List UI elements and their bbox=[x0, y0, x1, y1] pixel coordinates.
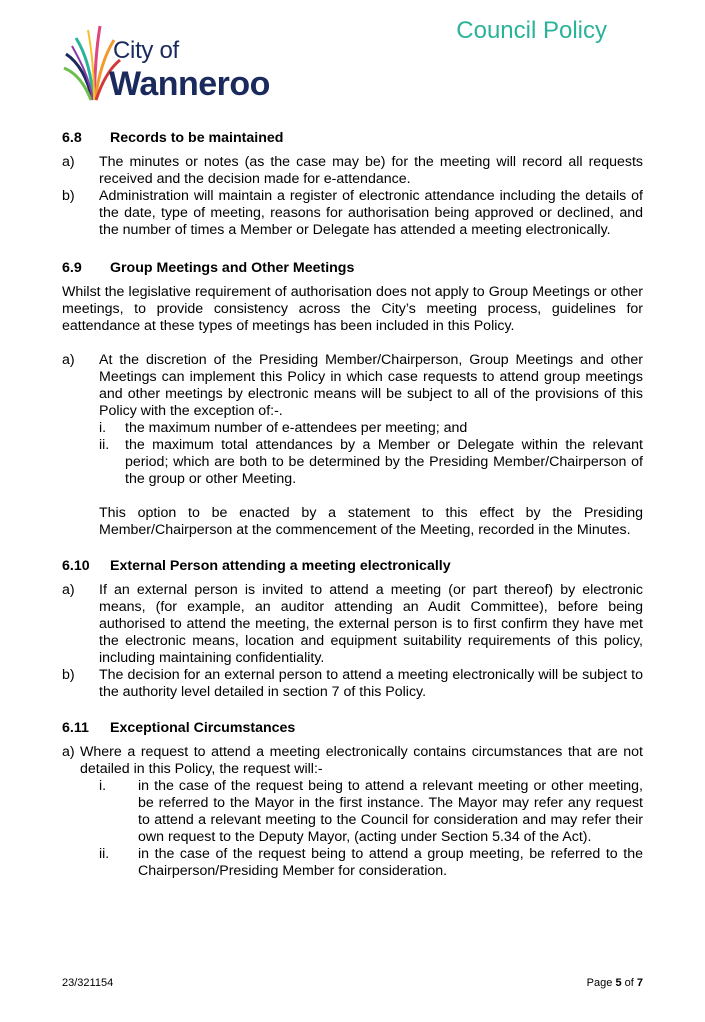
sub-list-label: i. bbox=[99, 778, 107, 794]
sub-list-label: ii. bbox=[99, 846, 110, 862]
sub-list-item bbox=[99, 778, 643, 846]
list-text: Where a request to attend a meeting electronically contains circumstances that are not detailed in this Policy, the request will:- bbox=[80, 744, 643, 777]
section-6-8-heading bbox=[62, 130, 643, 147]
document-reference: 23/321154 bbox=[62, 977, 114, 989]
sub-list-text: the maximum total attendances by a Member or Delegate within the relevant period; which are both to be determined by the Presiding Member/Chairperson of the group or other Meeting. bbox=[125, 437, 643, 487]
list-item bbox=[62, 582, 643, 667]
section-intro-paragraph: Whilst the legislative requirement of authorisation does not apply to Group Meetings or other meetings, to provide consistency across the City’s meeting process, guidelines for eattendance at these types of meetings has been included in this Policy. bbox=[62, 284, 643, 334]
policy-content bbox=[62, 130, 643, 880]
section-number: 6.9 bbox=[62, 260, 82, 276]
list-label: a) bbox=[62, 352, 75, 368]
section-6-9-heading bbox=[62, 260, 643, 277]
section-6-10-heading bbox=[62, 558, 643, 575]
list-text: Administration will maintain a register of electronic attendance including the details of the date, type of meeting, reasons for authorisation being approved or declined, and the number of times a Member or Delegate has attended a meeting electronically. bbox=[99, 188, 643, 238]
list-item bbox=[62, 744, 643, 778]
document-type-title: Council Policy bbox=[456, 17, 607, 44]
list-text: The decision for an external person to attend a meeting electronically will be subject to the authority level detailed in section 7 of this Policy. bbox=[99, 667, 643, 700]
section-6-11-heading bbox=[62, 720, 643, 737]
section-title: External Person attending a meeting electronically bbox=[110, 558, 451, 574]
list-label: a) bbox=[62, 154, 75, 170]
section-title: Exceptional Circumstances bbox=[110, 720, 296, 736]
section-number: 6.8 bbox=[62, 130, 82, 146]
page-word: Page bbox=[586, 977, 613, 989]
list-text: The minutes or notes (as the case may be) for the meeting will record all requests received and the decision made for e-attendance. bbox=[99, 154, 643, 187]
sub-list-label: ii. bbox=[99, 437, 110, 453]
list-item bbox=[62, 154, 643, 188]
sub-list-item bbox=[99, 846, 643, 880]
page-current: 5 bbox=[615, 977, 622, 989]
logo-text-wanneroo: Wanneroo bbox=[109, 65, 270, 103]
sub-list-item bbox=[99, 420, 643, 437]
list-item bbox=[62, 188, 643, 239]
sub-list-item bbox=[99, 437, 643, 488]
section-title: Group Meetings and Other Meetings bbox=[110, 260, 355, 276]
closing-paragraph: This option to be enacted by a statement to this effect by the Presiding Member/Chairperson at the commencement of the Meeting, recorded in the Minutes. bbox=[99, 505, 643, 538]
list-text: At the discretion of the Presiding Member/Chairperson, Group Meetings and other Meetings can implement this Policy in which case requests to attend group meetings and other meetings by electronic means will be subject to all of the provisions of this Policy with the exception of:-. bbox=[99, 352, 643, 419]
page-number bbox=[587, 977, 643, 989]
list-label: a) bbox=[62, 744, 75, 760]
list-label: b) bbox=[62, 667, 75, 683]
list-item bbox=[62, 352, 643, 420]
logo-text-city-of: City of bbox=[113, 37, 179, 64]
list-label: b) bbox=[62, 188, 75, 204]
list-item bbox=[62, 667, 643, 701]
list-label: a) bbox=[62, 582, 75, 598]
sub-list-text: the maximum number of e-attendees per meeting; and bbox=[125, 420, 468, 436]
page-of: of bbox=[624, 977, 634, 989]
list-text: If an external person is invited to attend a meeting (or part thereof) by electronic means, (for example, an auditor attending an Audit Committee), before being authorised to attend the meeting, the external person is to first confirm they have met the electronic means, location and equipment suitability requirements of this policy, including maintaining confidentiality. bbox=[99, 582, 643, 666]
city-of-wanneroo-logo bbox=[62, 16, 294, 104]
sub-list-text: in the case of the request being to attend a group meeting, be referred to the Chairperson/Presiding Member for consideration. bbox=[138, 846, 643, 879]
sub-list-text: in the case of the request being to attend a relevant meeting or other meeting, be referred to the Mayor in the first instance. The Mayor may refer any request to attend a relevant meeting to the Council for consideration and may refer their own request to the Deputy Mayor, (acting under Section 5.34 of the Act). bbox=[138, 778, 643, 845]
section-number: 6.11 bbox=[62, 720, 89, 736]
section-title: Records to be maintained bbox=[110, 130, 284, 146]
page-total: 7 bbox=[636, 977, 643, 989]
sub-list-label: i. bbox=[99, 420, 107, 436]
section-number: 6.10 bbox=[62, 558, 90, 574]
